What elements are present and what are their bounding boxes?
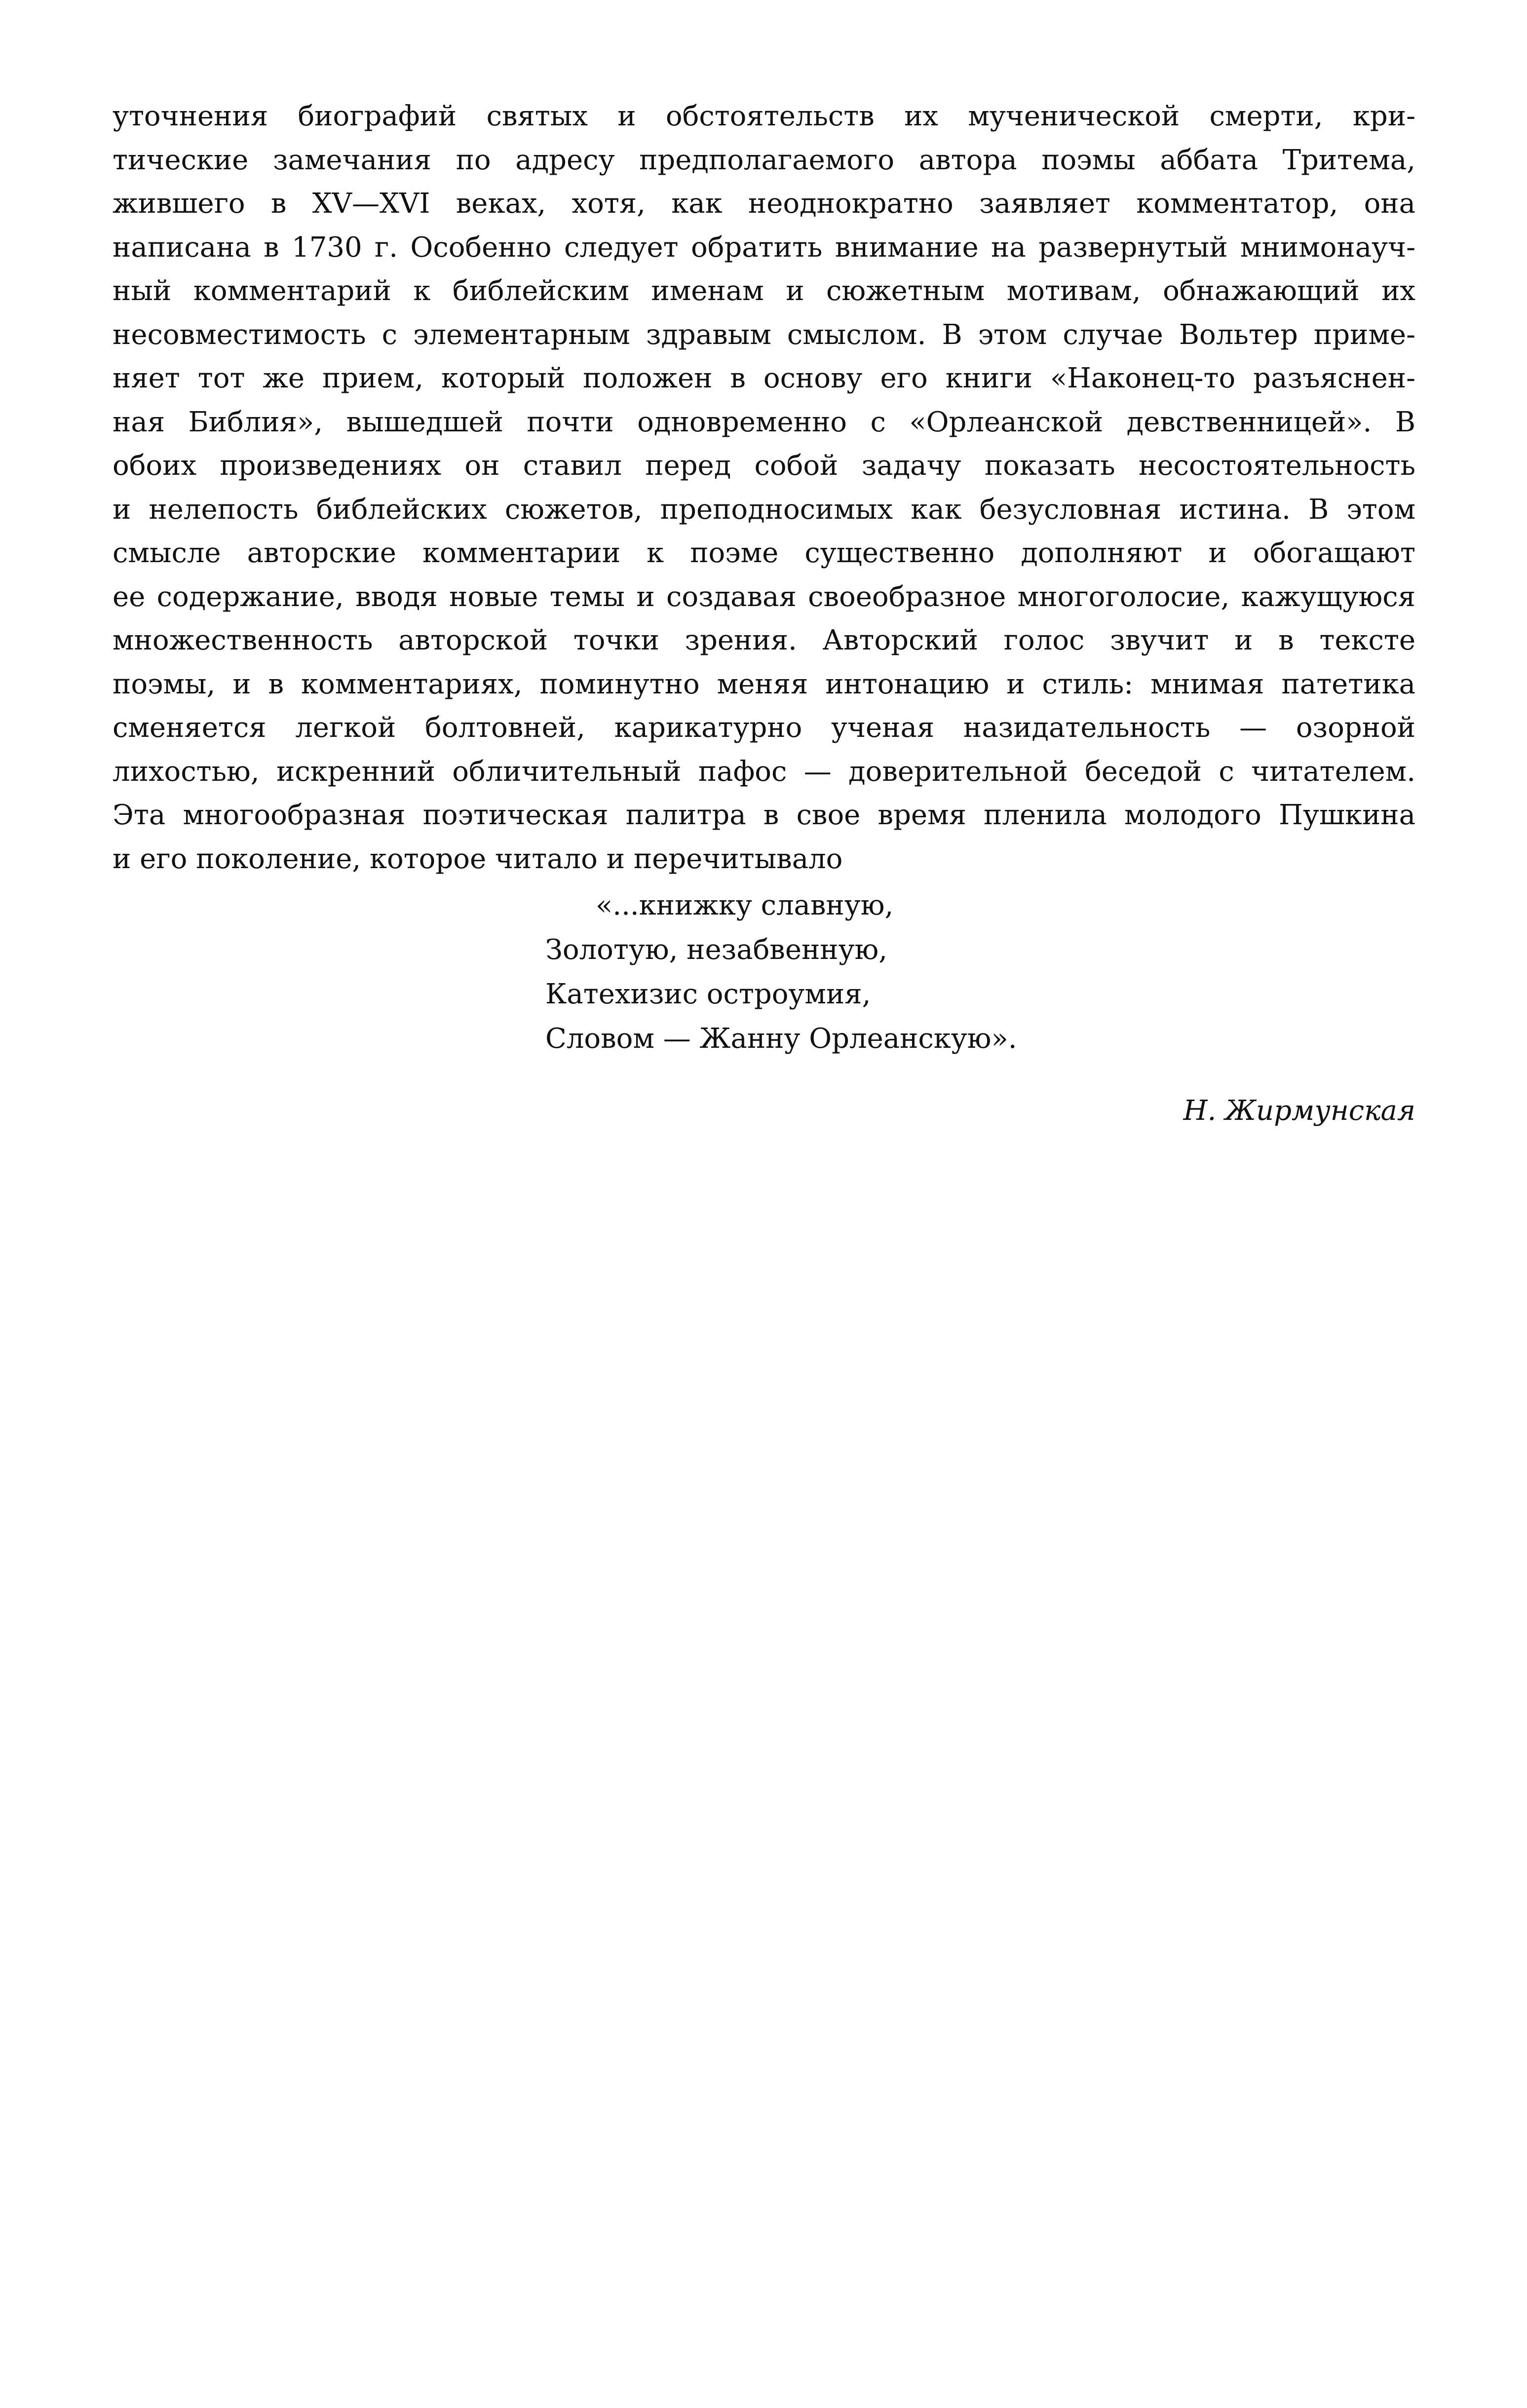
- paragraph-line: няет тот же прием, который положен в основу его книги «Наконец-то разъяснен-: [113, 362, 1415, 394]
- paragraph-line: тические замечания по адресу предполагаемого автора поэмы аббата Тритема,: [113, 144, 1415, 176]
- paragraph-line: уточнения биографий святых и обстоятельств их мученической смерти, кри-: [113, 100, 1415, 132]
- paragraph-line: Эта многообразная поэтическая палитра в свое время пленила молодого Пушкина: [113, 799, 1415, 831]
- paragraph-line: ее содержание, вводя новые темы и создавая своеобразное многоголосие, кажущуюся: [113, 580, 1415, 613]
- verse-line: Катехизис остроумия,: [545, 978, 871, 1010]
- paragraph-line: жившего в XV—XVI веках, хотя, как неоднократно заявляет комментатор, она: [113, 188, 1415, 220]
- paragraph-line: и его поколение, которое читало и перечитывало: [113, 842, 843, 875]
- paragraph-line: сменяется легкой болтовней, карикатурно ученая назидательность — озорной: [113, 712, 1415, 744]
- paragraph-line: ный комментарий к библейским именам и сюжетным мотивам, обнажающий их: [113, 275, 1415, 307]
- paragraph-line: смысле авторские комментарии к поэме существенно дополняют и обогащают: [113, 537, 1415, 569]
- paragraph-line: обоих произведениях он ставил перед собой задачу показать несостоятельность: [113, 450, 1415, 482]
- paragraph-line: написана в 1730 г. Особенно следует обратить внимание на развернутый мнимонауч-: [113, 231, 1415, 264]
- paragraph-line: поэмы, и в комментариях, поминутно меняя интонацию и стиль: мнимая патетика: [113, 668, 1415, 700]
- verse-line: Словом — Жанну Орлеанскую».: [545, 1023, 1017, 1055]
- author-signature: Н. Жирмунская: [1183, 1095, 1415, 1127]
- body-paragraph: [113, 95, 1415, 881]
- paragraph-line: множественность авторской точки зрения. Авторский голос звучит и в тексте: [113, 624, 1415, 656]
- paragraph-line: ная Библия», вышедшей почти одновременно с «Орлеанской девственницей». В: [113, 406, 1415, 438]
- verse-quote: [545, 883, 1017, 1061]
- paragraph-line: и нелепость библейских сюжетов, преподносимых как безусловная истина. В этом: [113, 493, 1415, 526]
- paragraph-line: лихостью, искренний обличительный пафос — доверительной беседой с читателем.: [113, 755, 1415, 788]
- verse-line: «...книжку славную,: [596, 889, 894, 921]
- paragraph-line: несовместимость с элементарным здравым смыслом. В этом случае Вольтер приме-: [113, 318, 1415, 351]
- verse-line: Золотую, незабвенную,: [545, 934, 888, 966]
